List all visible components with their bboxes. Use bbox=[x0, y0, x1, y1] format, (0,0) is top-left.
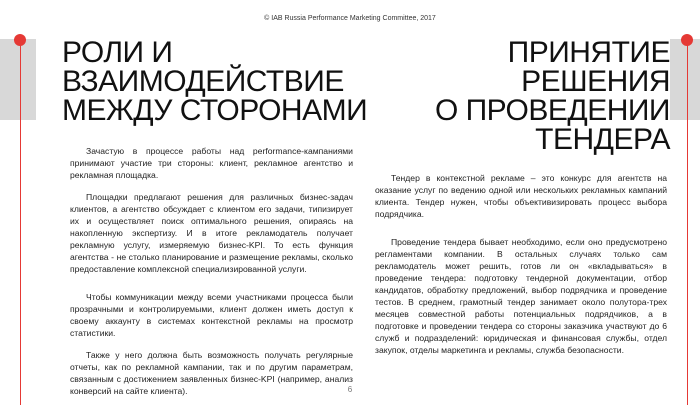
right-red-dot-icon bbox=[681, 34, 693, 46]
right-paragraph-2: Проведение тендера бывает необходимо, если оно предусмотрено регламентами компании. В остальных случаях только сам рекламодатель может решить, готов ли он «вкладываться» в проведение тендера: подготовку тендерной документации, отбор кандидатов, обработку предложений, выбор подрядчика и проведение тестов. В среднем, грамотный тендер занимает около полутора-трех месяцев совместной работы потенциальных подрядчиков, а в подготовке и проведении тендера со стороны заказчика участвуют до 6 служб и подразделений: юридическая и финансовая службы, отдел закупок, отделы маркетинга и рекламы, служба безопасности. bbox=[375, 237, 667, 355]
copyright-notice: © IAB Russia Performance Marketing Committee, 2017 bbox=[264, 15, 436, 22]
left-gray-band bbox=[0, 39, 36, 120]
right-red-line bbox=[687, 40, 688, 405]
page-number: 6 bbox=[347, 385, 353, 394]
left-paragraph-3: Чтобы коммуникации между всеми участниками процесса были прозрачными и контролируемыми, клиент должен иметь доступ к своему аккаунту в системах контекстной рекламы на просмотр статистики. bbox=[70, 292, 353, 338]
left-red-dot-icon bbox=[14, 34, 26, 46]
right-text-column bbox=[375, 172, 667, 372]
left-text-column bbox=[70, 145, 353, 407]
right-gray-band bbox=[670, 39, 700, 120]
left-red-line bbox=[20, 40, 21, 405]
left-paragraph-1: Зачастую в процессе работы над performance-кампаниями принимают участие три стороны: клиент, рекламное агентство и рекламная площадка. bbox=[70, 146, 353, 180]
left-paragraph-2: Площадки предлагают решения для различных бизнес-задач клиентов, а агентство обсуждает с клиентом его задачи, типизирует их и осуществляет поиск оптимального решения, опираясь на накопленную экспертизу. И в итоге рекламодатель получает рекламную услугу, измеряемую бизнес-KPI. То есть функция агентства - не столько планирование и размещение рекламы, сколько предоставление комплексной специализированной услуги. bbox=[70, 192, 353, 274]
left-paragraph-4: Также у него должна быть возможность получать регулярные отчеты, как по рекламной кампании, так и по другим параметрам, связанным с достижением заявленных бизнес-KPI (например, анализ конверсий на сайте клиента). bbox=[70, 350, 353, 396]
left-section-title: РОЛИ И ВЗАИМОДЕЙСТВИЕ МЕЖДУ СТОРОНАМИ bbox=[62, 36, 368, 127]
right-paragraph-1: Тендер в контекстной рекламе – это конкурс для агентств на оказание услуг по ведению одной или нескольких рекламных кампаний клиента. Тендер нужен, чтобы объективизировать процесс выбора подрядчика. bbox=[375, 173, 667, 219]
right-section-title: ПРИНЯТИЕ РЕШЕНИЯ О ПРОВЕДЕНИИ ТЕНДЕРА bbox=[434, 36, 670, 156]
